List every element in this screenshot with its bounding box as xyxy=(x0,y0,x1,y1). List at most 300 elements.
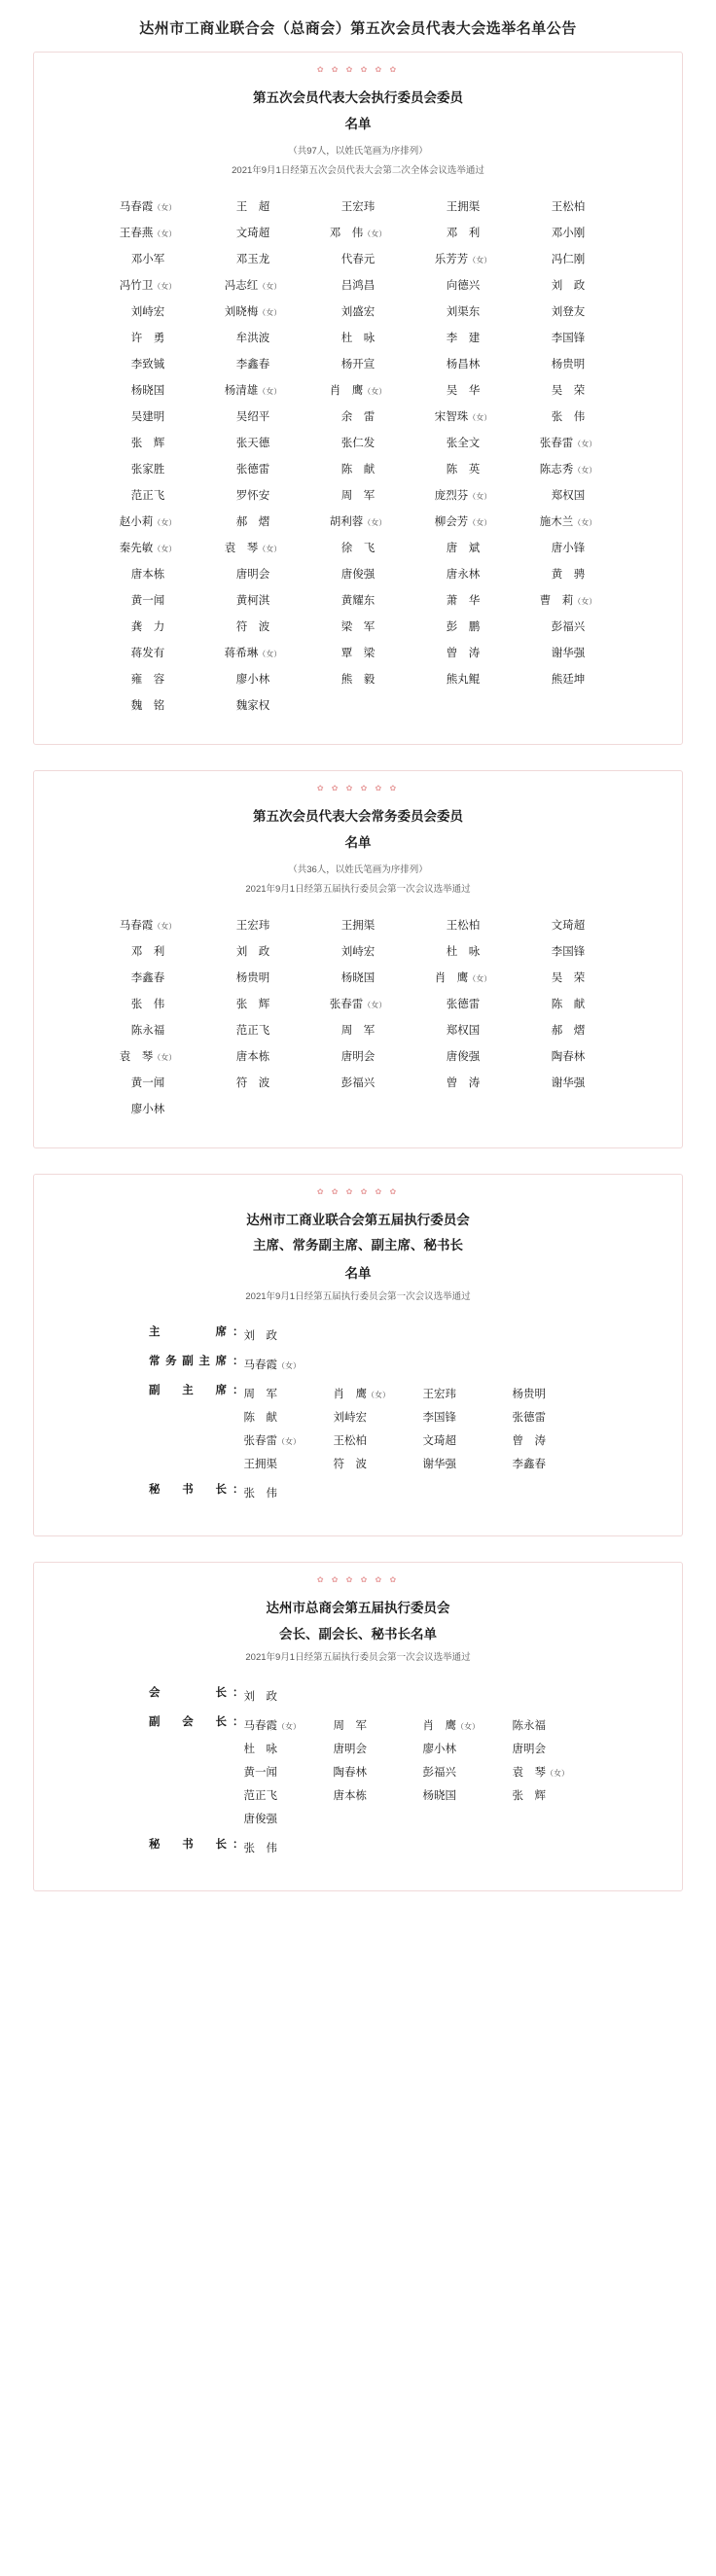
section-subtitle-chamber: 会长、副会长、秘书长名单 xyxy=(279,1626,437,1641)
name-cell: 唐永林 xyxy=(446,569,481,582)
leader-name: 刘 政 xyxy=(243,1330,277,1343)
name-cell: 杨贵明 xyxy=(551,359,586,371)
leader-name-row xyxy=(244,1737,602,1760)
name-cell: 文琦超 xyxy=(235,228,270,240)
name-cell: 杨清雄（女） xyxy=(224,385,282,398)
leader-name-row xyxy=(244,1405,602,1429)
name-cell: 马春霞（女） xyxy=(119,201,177,214)
name-cell: 张 伟 xyxy=(551,411,586,424)
name-grid-standing xyxy=(95,912,621,1122)
female-marker: （女） xyxy=(468,413,492,423)
leader-name-row xyxy=(244,1353,568,1376)
leader-name: 马春霞（女） xyxy=(243,1359,301,1372)
name-cell: 杨晓国 xyxy=(130,385,165,398)
leader-name-row xyxy=(244,1382,602,1405)
female-marker: （女） xyxy=(258,387,282,397)
leader-name: 杨贵明 xyxy=(512,1389,546,1401)
section-approval-standing: 2021年9月1日经第五届执行委员会第一次会议选举通过 xyxy=(245,883,471,895)
name-cell: 蒋发有 xyxy=(130,648,165,660)
name-row xyxy=(95,587,621,614)
name-cell: 唐小锋 xyxy=(551,543,586,555)
leader-names xyxy=(244,1323,568,1347)
name-cell: 王春燕（女） xyxy=(119,228,177,240)
name-row xyxy=(95,246,621,272)
name-cell: 余 雷 xyxy=(340,411,376,424)
section-subtitle2-federation: 名单 xyxy=(344,1265,372,1281)
name-row xyxy=(95,692,621,719)
leader-name: 陈永福 xyxy=(512,1720,546,1733)
leader-name: 周 军 xyxy=(243,1389,277,1401)
name-cell: 彭福兴 xyxy=(551,621,586,634)
page-title: 达州市工商业联合会（总商会）第五次会员代表大会选举名单公告 xyxy=(139,20,577,37)
flower-divider-icon: ✿ ✿ ✿ ✿ ✿ ✿ xyxy=(316,1575,400,1585)
name-cell: 许 勇 xyxy=(130,333,165,345)
name-cell: 唐俊强 xyxy=(446,1051,481,1064)
name-cell: 邓 利 xyxy=(446,228,481,240)
leader-names xyxy=(244,1353,568,1376)
leader-name-row xyxy=(244,1323,568,1347)
leader-colon: ： xyxy=(233,1716,244,1729)
name-cell: 范正飞 xyxy=(130,490,165,503)
name-cell: 张全文 xyxy=(446,438,481,450)
leader-name: 唐明会 xyxy=(512,1744,546,1756)
leader-name-row xyxy=(244,1684,568,1708)
leader-name: 王拥渠 xyxy=(243,1459,277,1471)
name-cell: 肖 鹰（女） xyxy=(329,385,387,398)
leader-name: 杨晓国 xyxy=(422,1790,456,1803)
flower-divider-icon: ✿ ✿ ✿ ✿ ✿ ✿ xyxy=(316,1186,400,1196)
name-cell: 胡利蓉（女） xyxy=(329,516,387,529)
name-cell: 吴 荣 xyxy=(551,972,586,985)
leader-name: 刘 政 xyxy=(243,1691,277,1704)
leader-names xyxy=(244,1836,568,1859)
leader-row xyxy=(149,1713,567,1830)
leader-colon: ： xyxy=(233,1326,244,1339)
name-cell: 张德雷 xyxy=(446,999,481,1011)
female-marker: （女） xyxy=(367,1391,390,1400)
leader-row xyxy=(149,1481,567,1504)
name-row xyxy=(95,509,621,535)
name-cell: 李 建 xyxy=(446,333,481,345)
leader-names xyxy=(244,1481,568,1504)
leader-name: 唐俊强 xyxy=(243,1814,277,1826)
name-cell: 李鑫春 xyxy=(235,359,270,371)
name-cell: 乐芳芳（女） xyxy=(434,254,492,266)
name-cell: 王宏玮 xyxy=(235,920,270,933)
female-marker: （女） xyxy=(546,1769,569,1779)
name-cell: 雍 容 xyxy=(130,674,165,687)
leader-role-label: 秘书长 xyxy=(149,1484,227,1497)
name-cell: 唐俊强 xyxy=(340,569,376,582)
name-cell: 黄耀东 xyxy=(340,595,376,608)
name-cell: 邓 利 xyxy=(130,946,165,959)
name-cell: 唐明会 xyxy=(235,569,270,582)
name-cell: 吴建明 xyxy=(130,411,165,424)
name-cell: 彭福兴 xyxy=(340,1077,376,1090)
name-cell: 熊丸鲲 xyxy=(446,674,481,687)
leader-names xyxy=(244,1382,602,1475)
name-cell: 冯仁刚 xyxy=(551,254,586,266)
name-cell: 彭 鹏 xyxy=(446,621,481,634)
card-federation-leaders xyxy=(33,1174,683,1536)
name-cell: 符 波 xyxy=(235,1077,270,1090)
name-row xyxy=(95,938,621,965)
name-cell: 刘渠东 xyxy=(446,306,481,319)
leader-name: 符 波 xyxy=(333,1459,367,1471)
leader-name: 杜 咏 xyxy=(243,1744,277,1756)
leader-name: 张德雷 xyxy=(512,1412,546,1425)
female-marker: （女） xyxy=(363,1001,387,1010)
leader-role-label: 会长 xyxy=(149,1687,227,1700)
name-cell: 黄一闻 xyxy=(130,595,165,608)
name-cell: 萧 华 xyxy=(446,595,481,608)
name-row xyxy=(95,1070,621,1096)
name-cell: 杨贵明 xyxy=(235,972,270,985)
leader-name: 曾 涛 xyxy=(512,1435,546,1448)
name-row xyxy=(95,535,621,561)
leader-name: 唐明会 xyxy=(333,1744,367,1756)
name-row xyxy=(95,614,621,640)
leader-name-row xyxy=(244,1713,602,1737)
name-cell: 谢华强 xyxy=(551,648,586,660)
leader-list-chamber xyxy=(149,1684,567,1859)
leader-name: 王宏玮 xyxy=(422,1389,456,1401)
name-cell: 熊廷坤 xyxy=(551,674,586,687)
leader-name: 张春雷（女） xyxy=(243,1435,301,1448)
female-marker: （女） xyxy=(153,282,177,292)
name-row xyxy=(95,272,621,299)
card-executive-committee xyxy=(33,52,683,745)
female-marker: （女） xyxy=(363,387,387,397)
female-marker: （女） xyxy=(258,282,282,292)
female-marker: （女） xyxy=(258,545,282,554)
female-marker: （女） xyxy=(363,229,387,239)
leader-name: 周 军 xyxy=(333,1720,367,1733)
name-grid-executive xyxy=(95,194,621,719)
name-cell: 王松柏 xyxy=(551,201,586,214)
name-cell: 杜 咏 xyxy=(340,333,376,345)
name-cell: 覃 梁 xyxy=(340,648,376,660)
name-cell: 张 伟 xyxy=(130,999,165,1011)
name-cell: 杨昌林 xyxy=(446,359,481,371)
name-cell: 肖 鹰（女） xyxy=(434,972,492,985)
name-cell: 陈 英 xyxy=(446,464,481,476)
female-marker: （女） xyxy=(468,256,492,265)
leader-name: 唐本栋 xyxy=(333,1790,367,1803)
name-cell: 邓小刚 xyxy=(551,228,586,240)
name-cell: 陈 献 xyxy=(551,999,586,1011)
leader-colon: ： xyxy=(233,1687,244,1700)
name-cell: 文琦超 xyxy=(551,920,586,933)
name-cell: 陈志秀（女） xyxy=(539,464,597,476)
leader-name: 范正飞 xyxy=(243,1790,277,1803)
name-cell: 邓 伟（女） xyxy=(329,228,387,240)
leader-name: 文琦超 xyxy=(422,1435,456,1448)
name-cell: 李致铖 xyxy=(130,359,165,371)
name-cell: 王拥渠 xyxy=(446,201,481,214)
female-marker: （女） xyxy=(153,203,177,213)
name-cell: 唐本栋 xyxy=(130,569,165,582)
name-cell: 冯竹卫（女） xyxy=(119,280,177,293)
name-row xyxy=(95,965,621,991)
name-cell: 吕鸿昌 xyxy=(340,280,376,293)
name-cell: 范正飞 xyxy=(235,1025,270,1038)
name-cell: 柳会芳（女） xyxy=(434,516,492,529)
name-cell: 郝 熠 xyxy=(235,516,270,529)
name-row xyxy=(95,351,621,377)
section-approval-executive: 2021年9月1日经第五次会员代表大会第二次全体会议选举通过 xyxy=(232,164,484,176)
leader-name: 张 伟 xyxy=(243,1843,277,1855)
name-cell: 施木兰（女） xyxy=(539,516,597,529)
name-cell: 罗怀安 xyxy=(235,490,270,503)
name-row xyxy=(95,456,621,482)
name-cell: 张天德 xyxy=(235,438,270,450)
female-marker: （女） xyxy=(258,308,282,318)
name-cell: 魏 铭 xyxy=(130,700,165,713)
name-cell xyxy=(411,692,516,719)
name-cell: 刘峙宏 xyxy=(340,946,376,959)
name-cell: 张仁发 xyxy=(340,438,376,450)
name-cell: 李国锋 xyxy=(551,333,586,345)
name-cell: 熊 毅 xyxy=(340,674,376,687)
name-cell: 张 辉 xyxy=(235,999,270,1011)
name-row xyxy=(95,325,621,351)
name-cell: 魏家权 xyxy=(235,700,270,713)
leader-name: 肖 鹰（女） xyxy=(333,1389,390,1401)
leader-colon: ： xyxy=(233,1484,244,1497)
leader-role-label: 副会长 xyxy=(149,1716,227,1729)
name-cell: 冯志红（女） xyxy=(224,280,282,293)
name-cell: 张春雷（女） xyxy=(329,999,387,1011)
name-row xyxy=(95,1017,621,1043)
section-approval-chamber: 2021年9月1日经第五届执行委员会第一次会议选举通过 xyxy=(245,1652,471,1664)
name-cell: 刘 政 xyxy=(551,280,586,293)
leader-name-row xyxy=(244,1452,602,1475)
leader-name: 马春霞（女） xyxy=(243,1720,301,1733)
name-cell: 唐 斌 xyxy=(446,543,481,555)
female-marker: （女） xyxy=(573,466,597,476)
leader-row xyxy=(149,1323,567,1347)
name-row xyxy=(95,666,621,692)
flower-divider-icon: ✿ ✿ ✿ ✿ ✿ ✿ xyxy=(316,783,400,793)
name-cell: 杜 咏 xyxy=(446,946,481,959)
name-cell: 牟洪波 xyxy=(235,333,270,345)
female-marker: （女） xyxy=(468,492,492,502)
name-row xyxy=(95,640,621,666)
female-marker: （女） xyxy=(153,518,177,528)
leader-names xyxy=(244,1684,568,1708)
leader-name: 刘峙宏 xyxy=(333,1412,367,1425)
leader-role-label: 常务副主席 xyxy=(149,1356,227,1368)
name-row xyxy=(95,912,621,938)
name-row xyxy=(95,404,621,430)
name-cell: 向德兴 xyxy=(446,280,481,293)
name-cell: 曹 莉（女） xyxy=(539,595,597,608)
leader-name-row xyxy=(244,1836,568,1859)
name-cell: 廖小林 xyxy=(235,674,270,687)
name-cell xyxy=(411,1096,516,1122)
leader-row xyxy=(149,1836,567,1859)
name-cell: 黄柯淇 xyxy=(235,595,270,608)
female-marker: （女） xyxy=(277,1722,301,1732)
name-cell: 赵小莉（女） xyxy=(119,516,177,529)
leader-name: 张 伟 xyxy=(243,1488,277,1500)
name-cell: 陈永福 xyxy=(130,1025,165,1038)
leader-name: 陶春林 xyxy=(333,1767,367,1780)
name-cell xyxy=(305,692,411,719)
leader-colon: ： xyxy=(233,1356,244,1368)
name-cell: 廖小林 xyxy=(130,1104,165,1116)
name-cell: 张春雷（女） xyxy=(539,438,597,450)
female-marker: （女） xyxy=(456,1722,480,1732)
name-cell: 邓小军 xyxy=(130,254,165,266)
leader-name: 肖 鹰（女） xyxy=(422,1720,480,1733)
leader-name: 王松柏 xyxy=(333,1435,367,1448)
name-row xyxy=(95,482,621,509)
name-cell: 杨晓国 xyxy=(340,972,376,985)
name-cell: 刘登友 xyxy=(551,306,586,319)
name-cell xyxy=(200,1096,305,1122)
section-title-standing: 第五次会员代表大会常务委员会委员 xyxy=(253,808,463,824)
leader-role-label: 副主席 xyxy=(149,1385,227,1397)
name-cell: 曾 涛 xyxy=(446,1077,481,1090)
name-cell: 梁 军 xyxy=(340,621,376,634)
leader-colon: ： xyxy=(233,1385,244,1397)
leader-name: 谢华强 xyxy=(422,1459,456,1471)
flower-divider-icon: ✿ ✿ ✿ ✿ ✿ ✿ xyxy=(316,65,400,74)
name-row xyxy=(95,299,621,325)
name-cell: 刘峙宏 xyxy=(130,306,165,319)
leader-name: 张 辉 xyxy=(512,1790,546,1803)
leader-list-federation xyxy=(149,1323,567,1504)
section-subtitle-executive: 名单 xyxy=(344,116,372,131)
female-marker: （女） xyxy=(468,974,492,984)
leader-role-label: 主席 xyxy=(149,1326,227,1339)
name-row xyxy=(95,220,621,246)
leader-name: 廖小林 xyxy=(422,1744,456,1756)
name-cell xyxy=(516,692,621,719)
leader-row xyxy=(149,1353,567,1376)
name-cell: 张家胜 xyxy=(130,464,165,476)
name-row xyxy=(95,377,621,404)
name-cell: 郝 熠 xyxy=(551,1025,586,1038)
name-cell: 黄一闻 xyxy=(130,1077,165,1090)
name-cell: 吴 华 xyxy=(446,385,481,398)
name-cell: 蒋希琳（女） xyxy=(224,648,282,660)
leader-name-row xyxy=(244,1783,602,1807)
name-cell: 李国锋 xyxy=(551,946,586,959)
section-note-standing: （共36人，以姓氏笔画为序排列） xyxy=(288,864,428,875)
leader-row xyxy=(149,1382,567,1475)
female-marker: （女） xyxy=(153,229,177,239)
name-cell: 符 波 xyxy=(235,621,270,634)
section-approval-federation: 2021年9月1日经第五届执行委员会第一次会议选举通过 xyxy=(245,1291,471,1303)
section-subtitle-federation: 主席、常务副主席、副主席、秘书长 xyxy=(253,1238,463,1253)
name-cell: 郑权国 xyxy=(446,1025,481,1038)
name-cell: 吴 荣 xyxy=(551,385,586,398)
name-cell: 黄 骋 xyxy=(551,569,586,582)
female-marker: （女） xyxy=(573,597,597,607)
name-cell: 王 超 xyxy=(235,201,270,214)
card-chamber-leaders xyxy=(33,1562,683,1891)
name-cell: 吴绍平 xyxy=(235,411,270,424)
leader-name-row xyxy=(244,1481,568,1504)
name-cell: 谢华强 xyxy=(551,1077,586,1090)
name-cell: 郑权国 xyxy=(551,490,586,503)
female-marker: （女） xyxy=(573,518,597,528)
leader-name-row xyxy=(244,1807,602,1830)
leader-name: 彭福兴 xyxy=(422,1767,456,1780)
name-cell: 王松柏 xyxy=(446,920,481,933)
name-cell: 徐 飞 xyxy=(340,543,376,555)
name-cell: 曾 涛 xyxy=(446,648,481,660)
leader-name: 李国锋 xyxy=(422,1412,456,1425)
female-marker: （女） xyxy=(468,518,492,528)
name-row xyxy=(95,430,621,456)
leader-colon: ： xyxy=(233,1839,244,1852)
female-marker: （女） xyxy=(277,1437,301,1447)
name-cell: 秦先敏（女） xyxy=(119,543,177,555)
name-cell: 张德雷 xyxy=(235,464,270,476)
name-cell: 代春元 xyxy=(340,254,376,266)
section-title-federation: 达州市工商业联合会第五届执行委员会 xyxy=(246,1212,470,1227)
section-subtitle-standing: 名单 xyxy=(344,834,372,850)
section-title-chamber: 达州市总商会第五届执行委员会 xyxy=(266,1601,450,1616)
name-cell: 宋智珠（女） xyxy=(434,411,492,424)
name-cell: 袁 琴（女） xyxy=(224,543,282,555)
name-cell: 刘晓梅（女） xyxy=(224,306,282,319)
leader-name: 陈 献 xyxy=(243,1412,277,1425)
female-marker: （女） xyxy=(573,440,597,449)
female-marker: （女） xyxy=(153,922,177,932)
leader-name: 袁 琴（女） xyxy=(512,1767,569,1780)
female-marker: （女） xyxy=(153,545,177,554)
name-cell xyxy=(516,1096,621,1122)
name-cell: 唐明会 xyxy=(340,1051,376,1064)
leader-row xyxy=(149,1684,567,1708)
name-cell: 马春霞（女） xyxy=(119,920,177,933)
name-cell: 李鑫春 xyxy=(130,972,165,985)
name-cell: 龚 力 xyxy=(130,621,165,634)
leader-name: 李鑫春 xyxy=(512,1459,546,1471)
name-cell: 唐本栋 xyxy=(235,1051,270,1064)
leader-name-row xyxy=(244,1429,602,1452)
leader-role-label: 秘书长 xyxy=(149,1839,227,1852)
name-cell: 杨开宣 xyxy=(340,359,376,371)
name-row xyxy=(95,991,621,1017)
female-marker: （女） xyxy=(153,1053,177,1063)
name-row xyxy=(95,561,621,587)
leader-names xyxy=(244,1713,602,1830)
section-note-executive: （共97人，以姓氏笔画为序排列） xyxy=(288,145,428,157)
name-cell: 王拥渠 xyxy=(340,920,376,933)
name-cell: 陶春林 xyxy=(551,1051,586,1064)
name-cell: 庞烈芬（女） xyxy=(434,490,492,503)
name-cell: 周 军 xyxy=(340,1025,376,1038)
name-cell: 王宏玮 xyxy=(340,201,376,214)
name-cell: 陈 献 xyxy=(340,464,376,476)
name-cell: 刘 政 xyxy=(235,946,270,959)
name-cell: 张 辉 xyxy=(130,438,165,450)
female-marker: （女） xyxy=(277,1361,301,1371)
section-title-executive: 第五次会员代表大会执行委员会委员 xyxy=(253,90,463,105)
female-marker: （女） xyxy=(258,650,282,659)
name-cell: 袁 琴（女） xyxy=(119,1051,177,1064)
name-cell xyxy=(305,1096,411,1122)
name-cell: 刘盛宏 xyxy=(340,306,376,319)
name-row xyxy=(95,1043,621,1070)
name-cell: 周 军 xyxy=(340,490,376,503)
